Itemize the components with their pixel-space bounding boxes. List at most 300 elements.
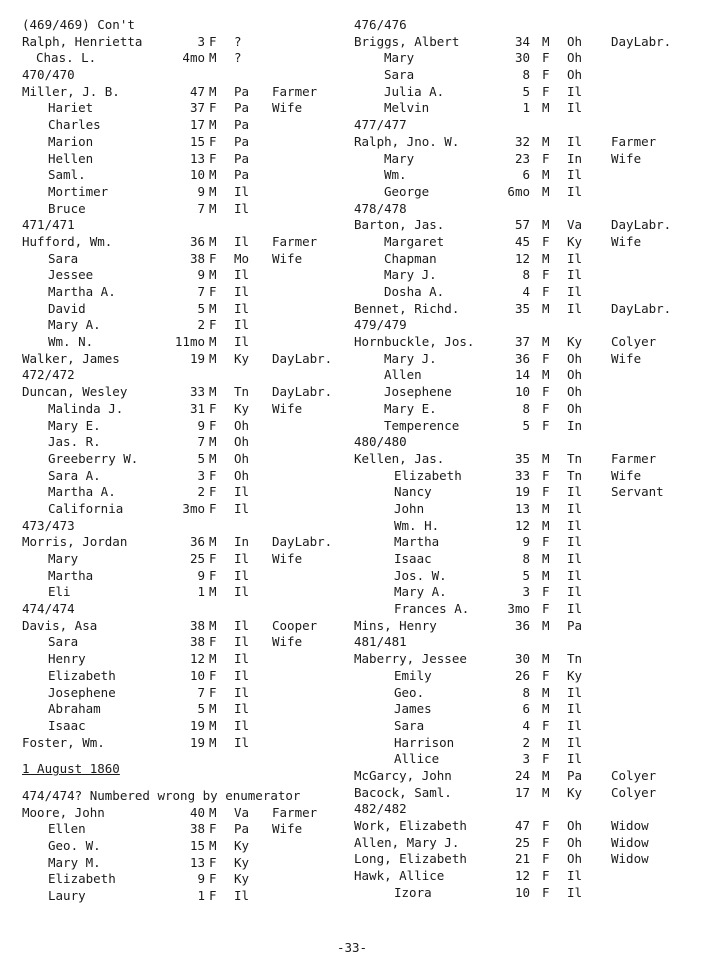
person-row: [354, 334, 694, 351]
person-sex: M: [209, 200, 217, 216]
person-birthplace: Il: [567, 500, 583, 516]
person-name: Dosha A.: [384, 284, 445, 299]
person-row: [22, 568, 350, 585]
person-sex: F: [209, 100, 217, 116]
person-age: 13: [189, 854, 205, 870]
person-age: 30: [514, 651, 530, 667]
person-age: 14: [514, 367, 530, 383]
person-name: Duncan, Wesley: [22, 384, 128, 400]
dwelling-number: [22, 601, 350, 618]
person-name: Allen, Mary J.: [354, 834, 460, 850]
person-birthplace: Il: [567, 534, 583, 550]
person-occupation: Wife: [272, 400, 303, 416]
person-sex: F: [542, 350, 550, 366]
person-age: 4mo: [182, 50, 205, 66]
person-sex: F: [209, 667, 217, 683]
person-occupation: Wife: [272, 821, 303, 837]
person-sex: F: [209, 317, 217, 333]
person-name: David: [48, 300, 86, 316]
person-age: 3mo: [182, 500, 205, 516]
person-row: [22, 84, 350, 101]
person-row: [22, 805, 350, 822]
person-age: 3: [522, 584, 530, 600]
person-occupation: DayLabr.: [611, 300, 672, 316]
dwelling-number: [354, 117, 694, 134]
person-age: 33: [189, 384, 205, 400]
person-birthplace: Il: [567, 567, 583, 583]
person-age: 3: [197, 467, 205, 483]
person-row: [22, 117, 350, 134]
person-birthplace: Ky: [234, 871, 250, 887]
person-name: McGarcy, John: [354, 767, 452, 783]
person-age: 36: [514, 350, 530, 366]
person-birthplace: Oh: [567, 67, 583, 83]
person-age: 37: [514, 334, 530, 350]
person-name: Isaac: [394, 551, 432, 566]
person-sex: F: [209, 417, 217, 433]
person-sex: F: [209, 33, 217, 49]
person-birthplace: Il: [567, 734, 583, 750]
person-occupation: DayLabr.: [611, 33, 672, 49]
person-age: 5: [197, 450, 205, 466]
dwelling-number-text: 473/473: [22, 517, 75, 533]
person-row: [22, 855, 350, 872]
person-birthplace: Oh: [567, 851, 583, 867]
person-name: Kellen, Jas.: [354, 450, 445, 466]
person-sex: F: [542, 834, 550, 850]
dwelling-number-text: 477/477: [354, 117, 407, 133]
person-row: [354, 418, 694, 435]
person-name: Mary J.: [384, 350, 437, 366]
person-age: 21: [514, 851, 530, 867]
person-occupation: Farmer: [272, 804, 318, 820]
person-age: 4: [522, 717, 530, 733]
person-birthplace: Il: [234, 200, 250, 216]
person-name: Mary E.: [48, 417, 101, 433]
continuation-heading-text: (469/469) Con't: [22, 17, 135, 32]
person-birthplace: Ky: [234, 400, 250, 416]
person-name: Chas. L.: [36, 50, 97, 66]
person-name: Martha: [48, 567, 94, 583]
person-birthplace: Il: [567, 884, 583, 900]
person-age: 9: [197, 183, 205, 199]
person-occupation: Farmer: [272, 83, 318, 99]
person-birthplace: Ky: [234, 838, 250, 853]
person-occupation: Wife: [272, 250, 303, 266]
person-birthplace: Il: [234, 551, 250, 566]
person-row: [22, 317, 350, 334]
person-occupation: Wife: [611, 233, 642, 249]
person-age: 7: [197, 200, 205, 216]
person-birthplace: Tn: [567, 467, 583, 483]
person-sex: F: [542, 417, 550, 433]
date-heading-text: 1 August 1860: [22, 761, 120, 777]
person-birthplace: In: [567, 150, 583, 166]
person-row: [354, 100, 694, 117]
person-occupation: Colyer: [611, 784, 657, 800]
person-name: Elizabeth: [48, 667, 116, 683]
person-age: 10: [189, 667, 205, 683]
person-age: 40: [189, 804, 205, 820]
person-name: Elizabeth: [394, 467, 462, 483]
person-name: Miller, J. B.: [22, 83, 120, 99]
dwelling-number-text: 471/471: [22, 217, 75, 233]
person-age: 15: [189, 838, 205, 853]
person-birthplace: Oh: [567, 400, 583, 416]
person-row: [22, 735, 350, 752]
person-age: 2: [197, 317, 205, 333]
person-age: 38: [189, 821, 205, 837]
person-name: Mortimer: [48, 183, 109, 199]
person-row: [22, 551, 350, 568]
person-name: Eli: [48, 584, 71, 600]
person-name: Sara: [394, 717, 425, 733]
person-row: [354, 768, 694, 785]
person-row: [354, 584, 694, 601]
person-age: 4: [522, 284, 530, 299]
person-age: 33: [514, 467, 530, 483]
person-name: Henry: [48, 651, 86, 667]
person-birthplace: Tn: [567, 450, 583, 466]
dwelling-number: [22, 217, 350, 234]
person-sex: M: [209, 167, 217, 183]
person-sex: M: [542, 734, 550, 750]
person-row: [22, 251, 350, 268]
person-name: Josephene: [384, 384, 452, 400]
person-age: 5: [197, 300, 205, 316]
person-age: 23: [514, 150, 530, 166]
person-row: [22, 234, 350, 251]
person-occupation: DayLabr.: [611, 217, 672, 233]
person-sex: M: [542, 684, 550, 700]
person-birthplace: Il: [234, 484, 250, 500]
person-sex: M: [209, 183, 217, 199]
person-row: [354, 351, 694, 368]
person-name: Mary M.: [48, 854, 101, 870]
person-row: [22, 301, 350, 318]
person-birthplace: Il: [234, 284, 250, 299]
person-occupation: Colyer: [611, 767, 657, 783]
person-sex: F: [542, 584, 550, 600]
person-birthplace: Oh: [234, 417, 250, 433]
person-name: Wm.: [384, 167, 407, 183]
person-sex: F: [209, 400, 217, 416]
person-sex: M: [542, 167, 550, 183]
person-sex: F: [542, 667, 550, 683]
person-sex: M: [542, 183, 550, 199]
person-birthplace: Oh: [234, 434, 250, 450]
person-age: 38: [189, 250, 205, 266]
person-sex: M: [542, 784, 550, 800]
person-row: [22, 584, 350, 601]
person-age: 37: [189, 100, 205, 116]
person-name: Hellen: [48, 150, 94, 166]
person-occupation: Wife: [611, 350, 642, 366]
person-sex: M: [209, 584, 217, 600]
person-birthplace: Il: [234, 734, 250, 750]
person-name: George: [384, 183, 430, 199]
person-sex: M: [209, 434, 217, 450]
person-age: 25: [189, 551, 205, 566]
person-birthplace: Il: [567, 517, 583, 533]
person-name: Malinda J.: [48, 400, 124, 416]
dwelling-number: [354, 317, 694, 334]
person-birthplace: Il: [567, 701, 583, 717]
person-row: [354, 501, 694, 518]
person-row: [354, 818, 694, 835]
person-age: 35: [514, 450, 530, 466]
dwelling-number-text: 481/481: [354, 634, 407, 650]
person-sex: F: [209, 284, 217, 299]
person-sex: F: [542, 534, 550, 550]
person-age: 57: [514, 217, 530, 233]
person-age: 9: [197, 871, 205, 887]
person-birthplace: Pa: [567, 617, 583, 633]
person-row: [354, 885, 694, 902]
person-birthplace: Il: [234, 651, 250, 667]
person-birthplace: ?: [234, 50, 242, 66]
person-birthplace: Ky: [567, 667, 583, 683]
person-birthplace: Ky: [567, 233, 583, 249]
person-birthplace: Il: [234, 717, 250, 733]
dwelling-number: [354, 434, 694, 451]
person-sex: F: [209, 467, 217, 483]
dwelling-number-text: 479/479: [354, 317, 407, 333]
person-age: 47: [514, 818, 530, 833]
person-row: [354, 401, 694, 418]
person-row: [354, 167, 694, 184]
person-age: 5: [197, 701, 205, 717]
person-row: [354, 67, 694, 84]
dwelling-number-text: 476/476: [354, 17, 407, 32]
person-sex: M: [209, 267, 217, 283]
person-sex: F: [542, 150, 550, 166]
person-sex: F: [542, 751, 550, 767]
person-name: Allice: [394, 751, 440, 767]
person-name: Sara: [48, 634, 79, 650]
person-sex: M: [542, 767, 550, 783]
person-name: Ellen: [48, 821, 86, 837]
person-sex: F: [542, 400, 550, 416]
person-name: Abraham: [48, 701, 101, 717]
person-birthplace: Il: [567, 551, 583, 566]
person-birthplace: Oh: [234, 450, 250, 466]
person-birthplace: Il: [234, 584, 250, 600]
person-name: Hufford, Wm.: [22, 233, 113, 249]
person-name: Ralph, Jno. W.: [354, 133, 460, 149]
person-name: Mary: [384, 150, 415, 166]
person-birthplace: Il: [567, 100, 583, 116]
person-age: 7: [197, 434, 205, 450]
person-birthplace: Il: [234, 667, 250, 683]
continuation-heading: [22, 17, 350, 34]
person-sex: M: [542, 217, 550, 233]
person-sex: F: [542, 267, 550, 283]
person-name: Geo. W.: [48, 838, 101, 853]
person-birthplace: Tn: [567, 651, 583, 667]
person-sex: M: [542, 517, 550, 533]
person-birthplace: Il: [567, 484, 583, 500]
person-age: 30: [514, 50, 530, 66]
person-age: 45: [514, 233, 530, 249]
person-name: Sara: [384, 67, 415, 83]
person-sex: M: [209, 450, 217, 466]
person-age: 3: [522, 751, 530, 767]
person-sex: M: [542, 33, 550, 49]
person-sex: F: [209, 567, 217, 583]
person-sex: F: [209, 484, 217, 500]
person-sex: F: [209, 551, 217, 566]
person-occupation: Wife: [272, 634, 303, 650]
person-name: Morris, Jordan: [22, 534, 128, 550]
person-sex: M: [542, 701, 550, 717]
person-name: Barton, Jas.: [354, 217, 445, 233]
person-row: [22, 534, 350, 551]
person-row: [354, 84, 694, 101]
dwelling-number-text: 482/482: [354, 801, 407, 817]
person-birthplace: Il: [567, 83, 583, 99]
person-birthplace: Il: [567, 300, 583, 316]
person-age: 19: [189, 734, 205, 750]
person-name: Work, Elizabeth: [354, 818, 467, 833]
person-name: Geo.: [394, 684, 425, 700]
person-birthplace: Pa: [234, 117, 250, 133]
person-row: [22, 451, 350, 468]
person-age: 5: [522, 417, 530, 433]
person-name: Jessee: [48, 267, 94, 283]
person-row: [22, 468, 350, 485]
person-birthplace: Oh: [567, 33, 583, 49]
person-occupation: Farmer: [611, 450, 657, 466]
person-age: 9: [522, 534, 530, 550]
person-row: [354, 217, 694, 234]
person-name: Mins, Henry: [354, 617, 437, 633]
person-sex: M: [209, 534, 217, 550]
person-row: [22, 401, 350, 418]
person-name: Greeberry W.: [48, 450, 139, 466]
person-age: 26: [514, 667, 530, 683]
person-age: 10: [189, 167, 205, 183]
person-age: 10: [514, 384, 530, 400]
person-name: Saml.: [48, 167, 86, 183]
person-occupation: Widow: [611, 834, 649, 850]
person-age: 1: [197, 888, 205, 904]
person-birthplace: Pa: [234, 150, 250, 166]
person-row: [22, 384, 350, 401]
person-name: Bruce: [48, 200, 86, 216]
person-birthplace: Il: [234, 888, 250, 904]
person-age: 12: [514, 517, 530, 533]
person-birthplace: Oh: [567, 50, 583, 66]
person-sex: M: [209, 350, 217, 366]
person-birthplace: Il: [234, 267, 250, 283]
person-name: Nancy: [394, 484, 432, 500]
person-sex: M: [542, 617, 550, 633]
person-occupation: DayLabr.: [272, 384, 333, 400]
person-row: [22, 701, 350, 718]
person-sex: F: [542, 851, 550, 867]
person-name: Emily: [394, 667, 432, 683]
person-occupation: DayLabr.: [272, 350, 333, 366]
person-name: Mary: [48, 551, 79, 566]
person-row: [354, 484, 694, 501]
person-name: Frances A.: [394, 601, 470, 617]
person-birthplace: Il: [567, 267, 583, 283]
person-birthplace: Il: [234, 317, 250, 333]
person-birthplace: Oh: [567, 350, 583, 366]
person-row: [22, 685, 350, 702]
person-name: Sara: [48, 250, 79, 266]
person-sex: M: [209, 804, 217, 820]
person-row: [354, 284, 694, 301]
person-birthplace: Il: [234, 617, 250, 633]
person-birthplace: Ky: [567, 334, 583, 350]
person-sex: F: [542, 67, 550, 83]
person-sex: M: [542, 450, 550, 466]
person-name: Martha: [394, 534, 440, 550]
person-row: [354, 534, 694, 551]
page-number: -33-: [336, 940, 368, 955]
person-age: 17: [189, 117, 205, 133]
person-row: [22, 184, 350, 201]
person-row: [22, 334, 350, 351]
person-age: 11mo: [174, 334, 205, 350]
person-birthplace: Pa: [234, 133, 250, 149]
person-birthplace: Il: [234, 684, 250, 700]
person-sex: F: [209, 150, 217, 166]
person-row: [354, 50, 694, 67]
person-birthplace: Il: [567, 601, 583, 617]
person-row: [22, 871, 350, 888]
person-birthplace: Oh: [567, 384, 583, 400]
person-age: 6: [522, 701, 530, 717]
person-name: Martha A.: [48, 484, 116, 500]
person-sex: M: [542, 651, 550, 667]
person-row: [354, 234, 694, 251]
person-sex: F: [209, 854, 217, 870]
person-name: Allen: [384, 367, 422, 383]
person-occupation: Widow: [611, 851, 649, 867]
date-heading: [22, 761, 350, 778]
person-row: [354, 518, 694, 535]
person-sex: F: [209, 500, 217, 516]
person-sex: F: [209, 634, 217, 650]
person-sex: F: [209, 133, 217, 149]
person-occupation: DayLabr.: [272, 534, 333, 550]
dwelling-number-text: 470/470: [22, 67, 75, 83]
person-row: [22, 501, 350, 518]
person-row: [22, 50, 350, 67]
person-birthplace: Oh: [567, 818, 583, 833]
person-age: 1: [197, 584, 205, 600]
dwelling-number: [22, 518, 350, 535]
person-row: [354, 367, 694, 384]
person-age: 13: [514, 500, 530, 516]
person-sex: F: [542, 717, 550, 733]
person-name: Mary E.: [384, 400, 437, 416]
person-birthplace: Il: [234, 567, 250, 583]
person-birthplace: Il: [234, 183, 250, 199]
person-row: [354, 751, 694, 768]
person-name: Chapman: [384, 250, 437, 266]
person-sex: M: [209, 50, 217, 66]
person-birthplace: Il: [234, 634, 250, 650]
person-row: [22, 838, 350, 855]
person-sex: M: [542, 250, 550, 266]
person-name: Foster, Wm.: [22, 734, 105, 750]
person-row: [354, 151, 694, 168]
person-birthplace: In: [567, 417, 583, 433]
